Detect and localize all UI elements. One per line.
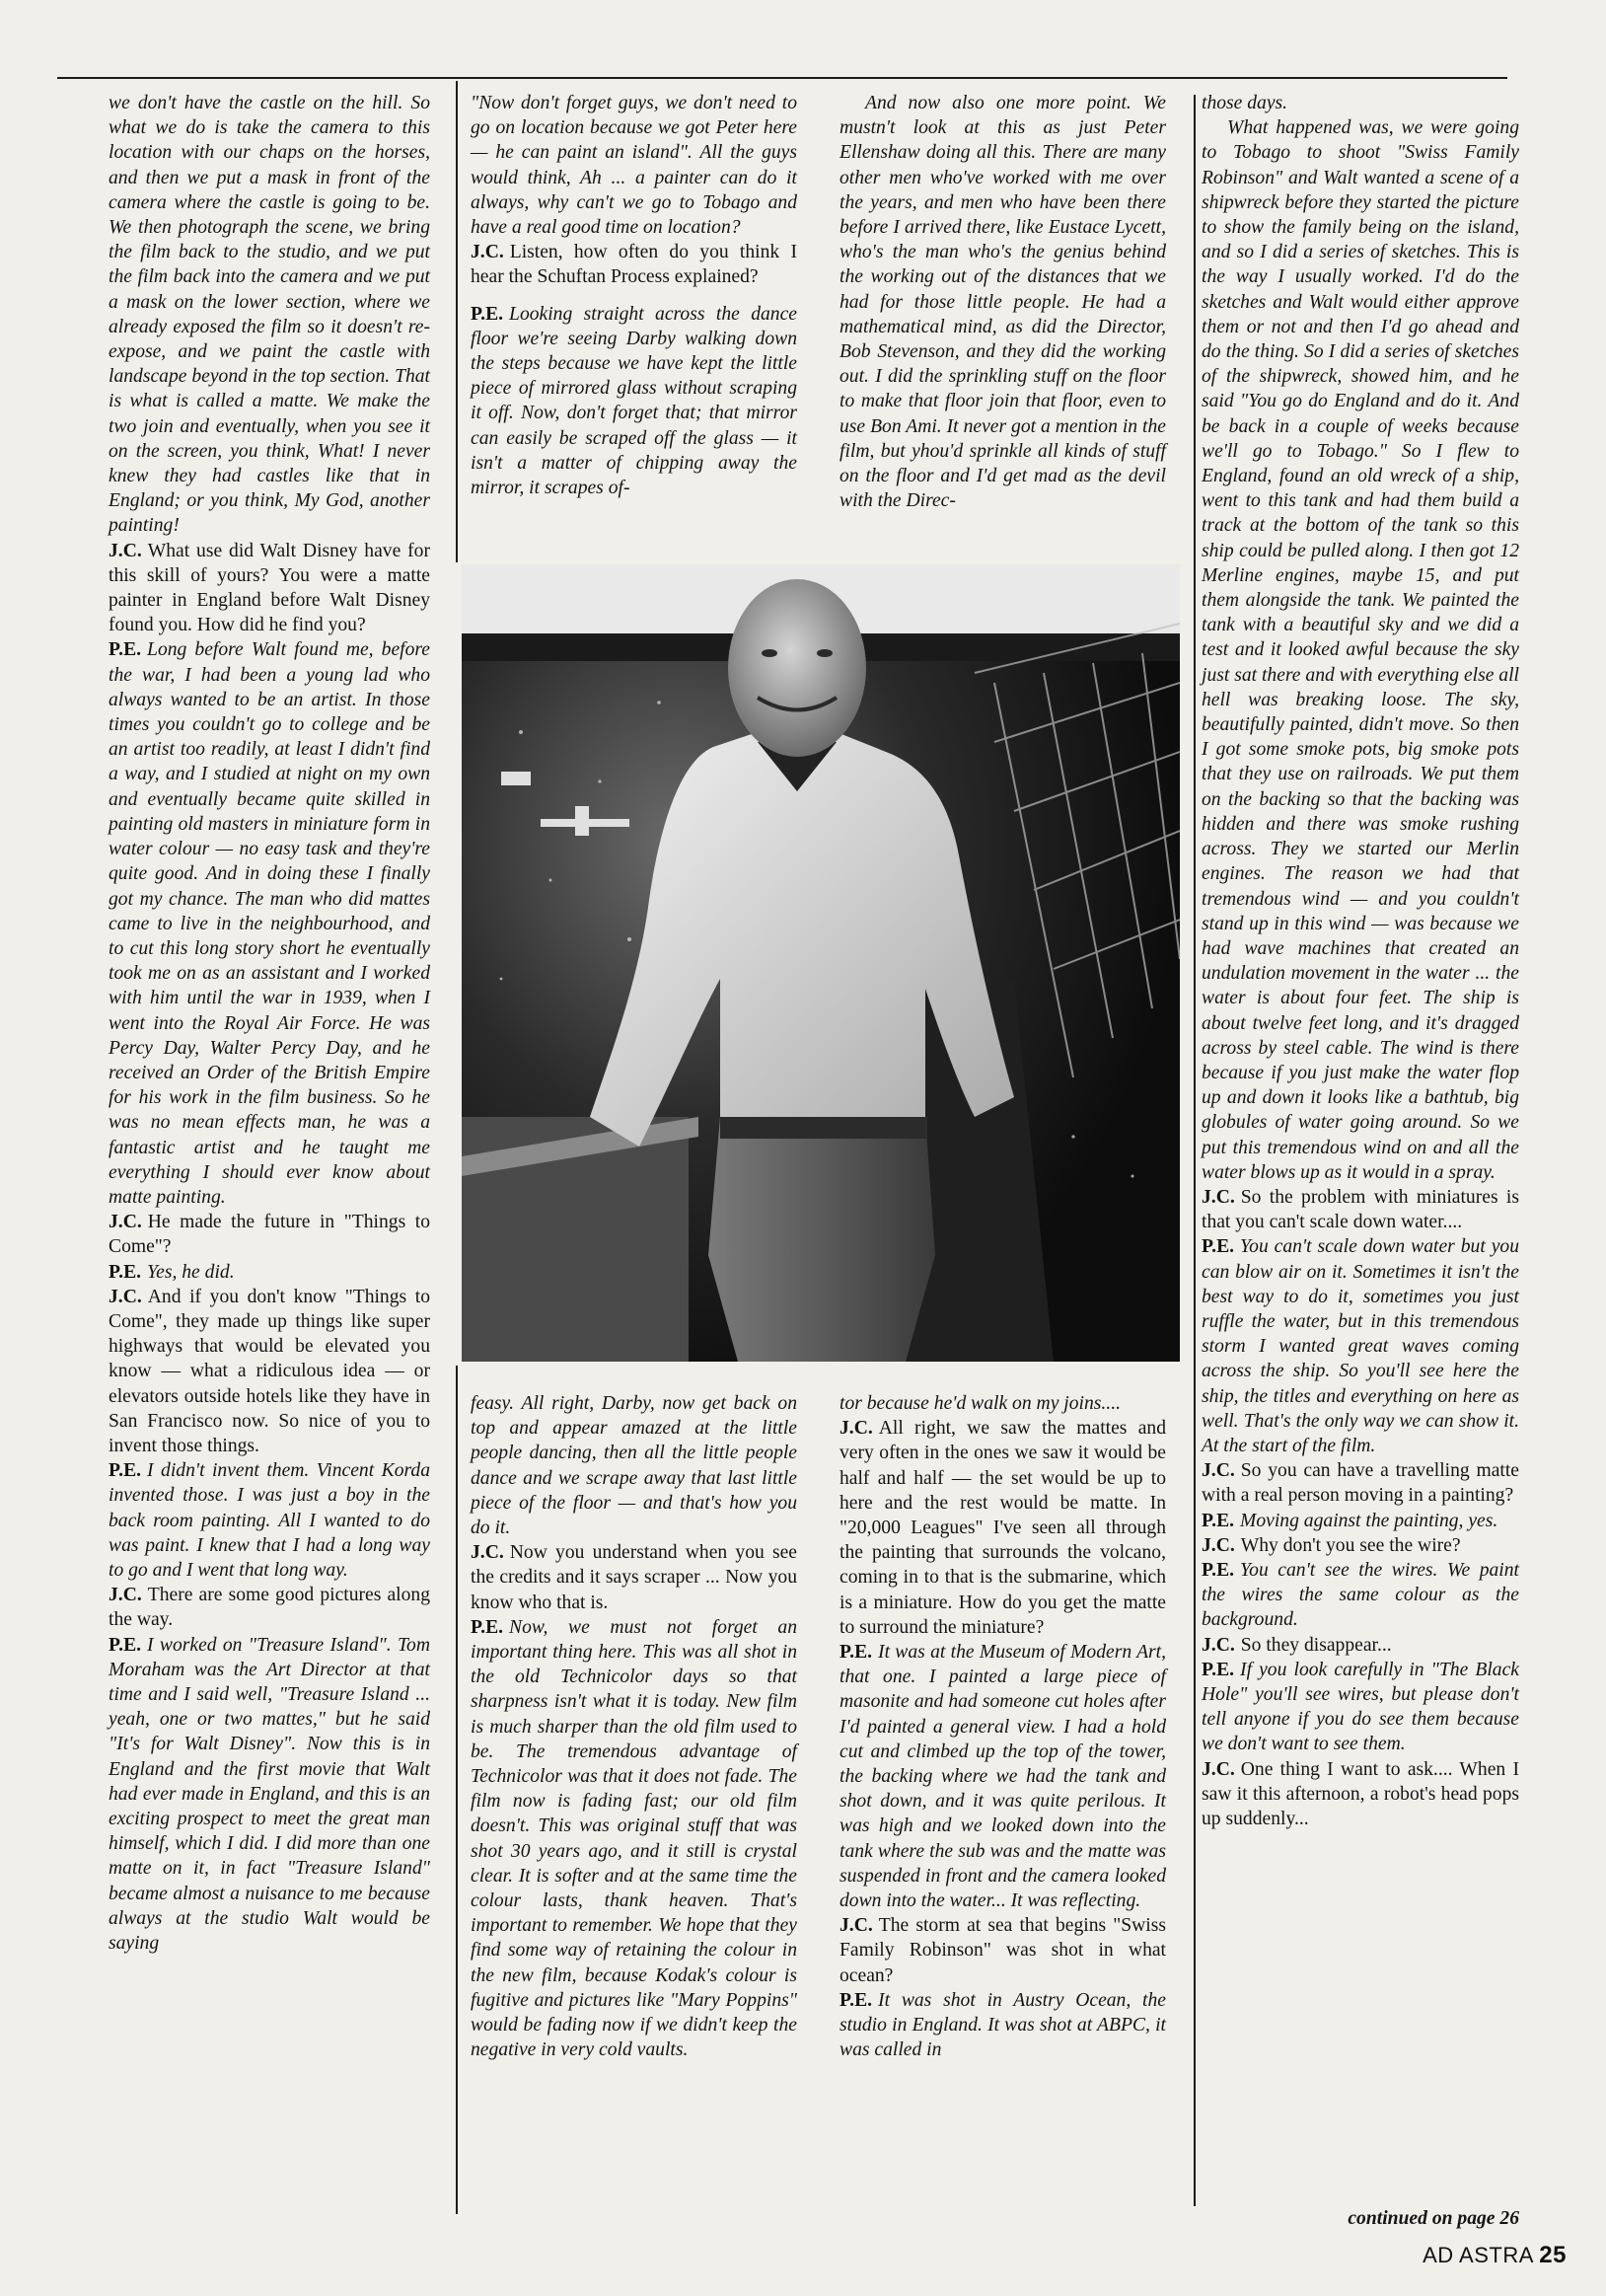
paragraph-text: I worked on "Treasure Island". Tom Moraham was the Art Director at that time and I said well, "Treasure Island ... yeah, one or two mattes," but he said "It's for Walt Disney". Now this is in England and the first movie that Walt had ever made in England, and this is an exciting prospect to meet the great man himself, which I did. I did more than one matte on it, in fact "Treasure Island" became almost a nuisance to me because always at the studio Walt would be saying <box>109 1634 430 1955</box>
paragraph <box>109 539 430 638</box>
paragraph <box>1202 1234 1519 1458</box>
paragraph-text: He made the future in "Things to Come"? <box>109 1212 430 1258</box>
paragraph-text: Now you understand when you see the credits and it says scraper ... Now you know who that is. <box>471 1542 797 1613</box>
speaker-label: P.E. <box>840 1642 873 1664</box>
speaker-label: J.C. <box>109 1286 142 1307</box>
speaker-label: J.C. <box>109 1212 142 1233</box>
paragraph <box>471 1391 797 1540</box>
paragraph-text: I didn't invent them. Vincent Korda invented those. I was just a boy in the back room painting. All I wanted to do was paint. I knew that I had a long way to go and I went that long way. <box>109 1460 430 1581</box>
paragraph <box>1202 1185 1519 1234</box>
paragraph <box>1202 1633 1519 1658</box>
speaker-label: J.C. <box>840 1418 873 1440</box>
paragraph <box>840 1416 1166 1640</box>
speaker-label: J.C. <box>1202 1186 1235 1208</box>
speaker-label: J.C. <box>471 1542 504 1564</box>
paragraph-text: Yes, he did. <box>147 1261 235 1283</box>
article-column-2-bottom <box>471 1391 797 2062</box>
article-column-1 <box>109 91 430 1956</box>
paragraph <box>109 91 430 539</box>
paragraph-text: So you can have a travelling matte with a real person moving in a painting? <box>1202 1460 1519 1507</box>
paragraph <box>1202 115 1519 1185</box>
paragraph <box>109 1458 430 1583</box>
paragraph <box>109 1583 430 1632</box>
paragraph-text: The storm at sea that begins "Swiss Family Robinson" was shot in what ocean? <box>840 1915 1166 1986</box>
speaker-label: P.E. <box>1202 1659 1235 1680</box>
speaker-label: J.C. <box>1202 1534 1235 1556</box>
paragraph <box>471 1540 797 1615</box>
paragraph <box>840 1988 1166 2063</box>
paragraph <box>471 1615 797 2063</box>
speaker-label: P.E. <box>1202 1559 1235 1581</box>
speaker-label: J.C. <box>1202 1634 1235 1656</box>
speaker-label: P.E. <box>471 1616 504 1638</box>
paragraph <box>471 240 797 289</box>
paragraph-text: Listen, how often do you think I hear the Schuftan Process explained? <box>471 242 797 288</box>
paragraph <box>109 637 430 1210</box>
article-column-3-bottom <box>840 1391 1166 2062</box>
page-footer <box>1423 2242 1567 2269</box>
article-column-2-top <box>471 91 797 500</box>
paragraph-text: It was at the Museum of Modern Art, that one. I painted a large piece of masonite and had someone cut holes after I'd painted a general view. I had a hold cut and climbed up the top of the tower, the backing where we had the tank and shot down, and it was quite perilous. It was high and we looked down into the tank where the sub was and the matte was suspended in front and the camera looked down into the water... It was reflecting. <box>840 1642 1166 1912</box>
paragraph <box>840 91 1166 513</box>
paragraph-gap <box>471 290 797 302</box>
speaker-label: J.C. <box>109 540 142 561</box>
paragraph-text: If you look carefully in "The Black Hole" you'll see wires, but please don't tell anyone if you do see them because we don't want to see them. <box>1202 1659 1519 1755</box>
speaker-label: P.E. <box>471 303 504 325</box>
speaker-label: J.C. <box>840 1915 873 1937</box>
speaker-label: J.C. <box>109 1585 142 1606</box>
paragraph-text: What use did Walt Disney have for this skill of yours? You were a matte painter in England before Walt Disney found you. How did he find you? <box>109 540 430 636</box>
paragraph <box>109 1260 430 1285</box>
speaker-label: P.E. <box>109 639 142 661</box>
portrait-photograph <box>462 564 1180 1362</box>
article-column-3-top <box>840 91 1166 513</box>
paragraph <box>1202 91 1519 115</box>
speaker-label: P.E. <box>840 1989 873 2011</box>
article-column-4 <box>1202 91 1519 1831</box>
paragraph-text: feasy. All right, Darby, now get back on top and appear amazed at the little people dancing, then all the little people dance and we scrape away that last little piece of the floor — and that's how you do it. <box>471 1393 797 1539</box>
page-number: 25 <box>1539 2242 1567 2268</box>
top-rule <box>57 77 1507 79</box>
column-rule-1b <box>456 1366 458 2214</box>
paragraph <box>109 1633 430 1957</box>
paragraph <box>1202 1458 1519 1508</box>
column-rule-1 <box>456 81 458 562</box>
paragraph-text: And if you don't know "Things to Come", they made up things like super highways that would be elevated you know — what a ridiculous idea — or elevators outside hotels like they have in San Francisco now. So nice of you to invent those things. <box>109 1286 430 1456</box>
column-rule-3 <box>1194 95 1196 2206</box>
paragraph-text: There are some good pictures along the way. <box>109 1585 430 1631</box>
speaker-label: J.C. <box>1202 1460 1235 1482</box>
paragraph <box>1202 1509 1519 1533</box>
speaker-label: J.C. <box>471 242 504 263</box>
paragraph-text: So they disappear... <box>1240 1634 1392 1656</box>
paragraph-text: So the problem with miniatures is that you can't scale down water.... <box>1202 1186 1519 1233</box>
paragraph <box>471 91 797 240</box>
paragraph-text: Moving against the painting, yes. <box>1240 1510 1498 1531</box>
paragraph <box>840 1391 1166 1416</box>
speaker-label: P.E. <box>109 1634 142 1656</box>
paragraph <box>109 1210 430 1259</box>
paragraph <box>1202 1558 1519 1633</box>
continued-note: continued on page 26 <box>1348 2208 1519 2229</box>
paragraph-text: What happened was, we were going to Tobago to shoot "Swiss Family Robinson" and Walt wanted a scene of a shipwreck before they started the picture to show the family being on the island, and so I did a series of sketches. This is the way I usually worked. I'd do the sketches and Walt would either approve them or not and then I'd go ahead and do the thing. So I did a series of sketches of the shipwreck, showed him, and he said "You go do England and do it. And be back in a couple of weeks because we'll go to Tobago." So I flew to England, found an old wreck of a ship, went to this tank and had them build a track at the bottom of the tank so this ship could be pulled along. I then got 12 Merline engines, maybe 15, and put them alongside the tank. We painted the tank with a beautiful sky and we did a test and it looked awful because the sky just sat there and with everything else all hell was breaking loose. The sky, beautifully painted, didn't move. So then I got some smoke pots, big smoke pots that they use on railroads. We put them on the backing so that the backing was hidden and there was smoke rushing across. They we started our Merlin engines. The reason we had that tremendous wind — and you couldn't stand up in this wind — was because we had wave machines that created an undulation movement in the water ... the water is about four feet. The ship is about twelve feet long, and it's dragged across by steel cable. The wind is there because if you just make the water flop up and down it looks like a bathtub, big globules of water going around. So we put this tremendous wind on and all the water blows up as it would in a spray. <box>1202 117 1519 1183</box>
paragraph-text: "Now don't forget guys, we don't need to go on location because we got Peter here — he can paint an island". All the guys would think, Ah ... a painter can do it always, why can't we go to Tobago and have a real good time on location? <box>471 93 797 239</box>
paragraph-text: You can't see the wires. We paint the wires the same colour as the background. <box>1202 1559 1519 1631</box>
speaker-label: P.E. <box>109 1460 142 1482</box>
paragraph-text: Long before Walt found me, before the war, I had been a young lad who always wanted to be an artist. In those times you couldn't go to college and be an artist too readily, at least I didn't find a way, and I studied at night on my own and eventually became quite skilled in painting old masters in miniature form in water colour — no easy task and they're quite good. And in doing these I finally got my chance. The man who did mattes came to live in the neighbourhood, and to cut this long story short he eventually took me on as an assistant and I worked with him until the war in 1939, when I went into the Royal Air Force. He was Percy Day, Walter Percy Day, and he received an Order of the British Empire for his work in the film business. So he was no mean effects man, he was a fantastic artist and he taught me everything I should ever know about matte painting. <box>109 639 430 1208</box>
paragraph <box>1202 1757 1519 1832</box>
paragraph-text: tor because he'd walk on my joins.... <box>840 1393 1121 1414</box>
paragraph <box>109 1285 430 1458</box>
speaker-label: P.E. <box>109 1261 142 1283</box>
paragraph-text: One thing I want to ask.... When I saw it this afternoon, a robot's head pops up suddenly... <box>1202 1758 1519 1830</box>
paragraph <box>471 302 797 501</box>
paragraph <box>840 1640 1166 1913</box>
speaker-label: J.C. <box>1202 1758 1235 1780</box>
paragraph <box>1202 1658 1519 1757</box>
paragraph-text: Now, we must not forget an important thing here. This was all shot in the old Technicolor days so that sharpness isn't what it is today. New film is much sharper than the old film used to be. The tremendous advantage of Technicolor was that it does not fade. The film now is fading fast; our old film doesn't. This was original stuff that was shot 30 years ago, and it still is crystal clear. It is softer and at the same time the colour lasts, thank heaven. That's important to remember. We hope that they find some way of retaining the colour in the new film, because Kodak's colour is fugitive and pictures like "Mary Poppins" would be fading now if we didn't keep the negative in very cold vaults. <box>471 1616 797 2061</box>
magazine-name: AD ASTRA <box>1423 2243 1533 2267</box>
paragraph-text: You can't scale down water but you can blow air on it. Sometimes it isn't the best way to do it, sometimes you just ruffle the water, but in this tremendous storm I wanted great waves coming across the ship. So you'll see here the ship, the titles and everything on here as well. That's the only way we can show it. At the start of the film. <box>1202 1236 1519 1456</box>
paragraph-text: we don't have the castle on the hill. So what we do is take the camera to this location with our chaps on the horses, and then we put a mask in front of the camera where the castle is going to be. We then photograph the scene, we bring the film back to the studio, and we put the film back into the camera and we put a mask on the lower section, where we already exposed the film so it doesn't re-expose, and we paint the castle with landscape beyond in the top section. That is what is called a matte. We make the two join and eventually, when you see it on the screen, you think, What! I never knew they had castles like that in England; or you think, My God, another painting! <box>109 93 430 537</box>
paragraph-text: Looking straight across the dance floor we're seeing Darby walking down the steps because we have kept the little piece of mirrored glass without scraping it off. Now, don't forget that; that mirror can easily be scraped off the glass — it isn't a matter of chipping away the mirror, it scrapes of- <box>471 303 797 499</box>
paragraph-text: Why don't you see the wire? <box>1240 1534 1461 1556</box>
speaker-label: P.E. <box>1202 1510 1235 1531</box>
speaker-label: P.E. <box>1202 1236 1235 1258</box>
paragraph-text: And now also one more point. We mustn't look at this as just Peter Ellenshaw doing all this. There are many other men who've worked with me over the years, and men who have been there before I arrived there, like Eustace Lycett, who's the man who's the genius behind the working out of the distances that we had for those little people. He had a mathematical mind, as did the Director, Bob Stevenson, and they did the working out. I did the sprinkling stuff on the floor to make that floor join that floor, even to use Bon Ami. It never got a mention in the film, but yhou'd sprinkle all kinds of stuff on the floor and I'd get mad as the devil with the Direc- <box>840 93 1166 512</box>
paragraph-text: All right, we saw the mattes and very often in the ones we saw it would be half and half — the set would be up to here and the rest would be matte. In "20,000 Leagues" I've seen all through the painting that surrounds the volcano, coming in to that is the submarine, which is a miniature. How do you get the matte to surround the miniature? <box>840 1418 1166 1638</box>
paragraph <box>1202 1533 1519 1558</box>
paragraph <box>840 1913 1166 1988</box>
paragraph-text: It was shot in Austry Ocean, the studio in England. It was shot at ABPC, it was called in <box>840 1989 1166 2061</box>
paragraph-text: those days. <box>1202 93 1288 113</box>
